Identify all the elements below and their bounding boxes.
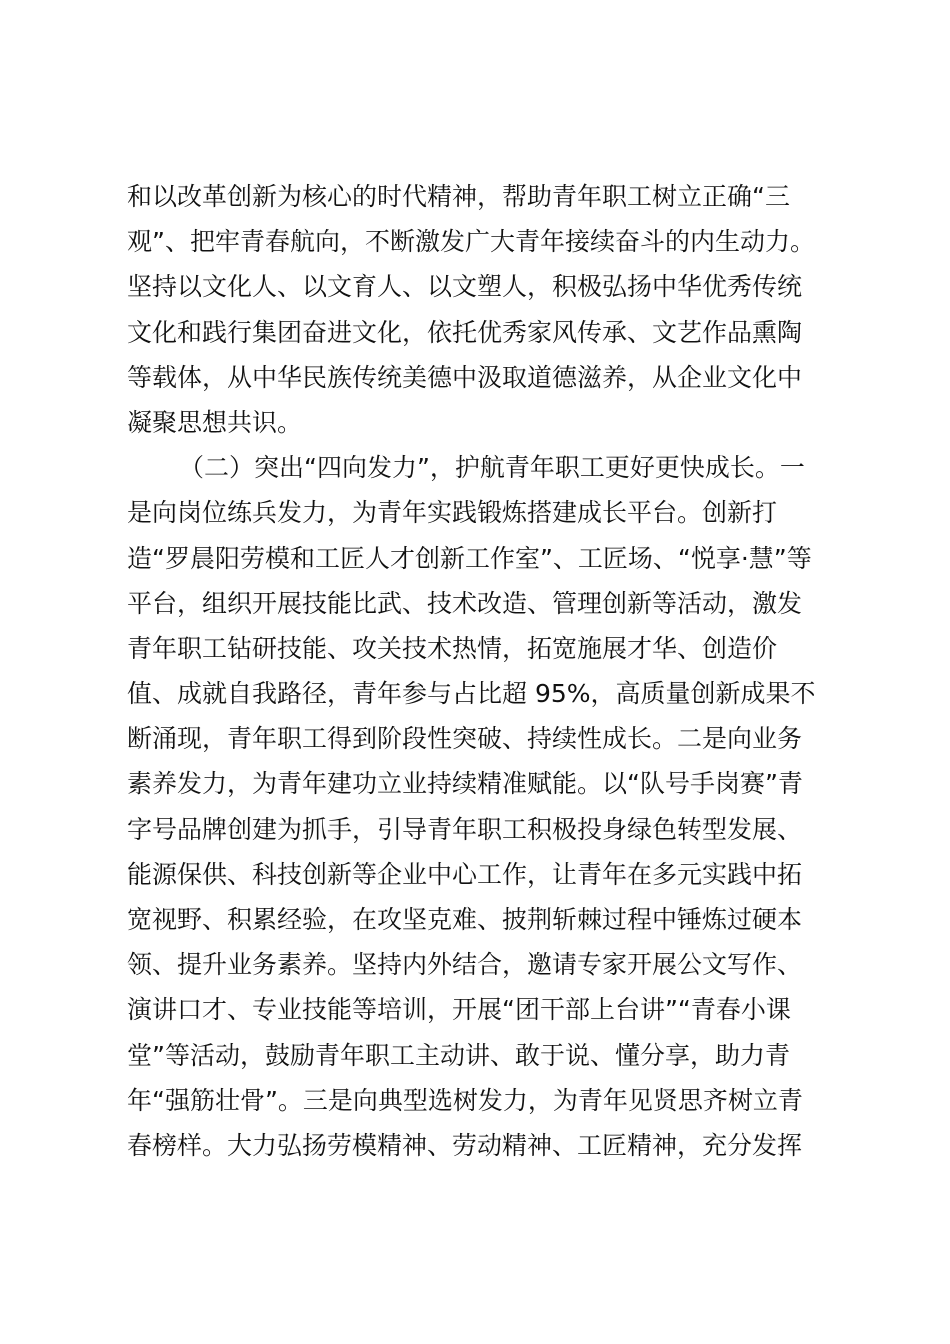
text-line: 年“强筋壮骨”。三是向典型选树发力，为青年见贤思齐树立青: [127, 1085, 803, 1115]
text-line: 观”、把牢青春航向，不断激发广大青年接续奋斗的内生动力。: [127, 227, 815, 257]
text-line: 凝聚思想共识。: [127, 407, 303, 437]
text-line: 青年职工钻研技能、攻关技术热情，拓宽施展才华、创造价: [127, 633, 778, 663]
body-text: [127, 174, 827, 1168]
text-line: 能源保供、科技创新等企业中心工作，让青年在多元实践中拓: [127, 859, 803, 889]
text-line: 素养发力，为青年建功立业持续精准赋能。以“队号手岗赛”青: [127, 769, 803, 799]
text-line: 是向岗位练兵发力，为青年实践锻炼搭建成长平台。创新打: [127, 498, 778, 528]
text-line: 平台，组织开展技能比武、技术改造、管理创新等活动，激发: [127, 588, 803, 618]
section-heading-line: （二）突出“四向发力”，护航青年职工更好更快成长。一: [179, 453, 805, 483]
text-line: 断涌现，青年职工得到阶段性突破、持续性成长。二是向业务: [127, 724, 803, 754]
text-line: 文化和践行集团奋进文化，依托优秀家风传承、文艺作品熏陶: [127, 317, 803, 347]
text-line: 春榜样。大力弘扬劳模精神、劳动精神、工匠精神，充分发挥: [127, 1130, 803, 1160]
text-line: 和以改革创新为核心的时代精神，帮助青年职工树立正确“三: [127, 182, 790, 211]
text-line: 值、成就自我路径，青年参与占比超 95%，高质量创新成果不: [127, 679, 816, 709]
text-line: 堂”等活动，鼓励青年职工主动讲、敢于说、懂分享，助力青: [127, 1040, 790, 1070]
text-line: 演讲口才、专业技能等培训，开展“团干部上台讲”“青春小课: [127, 995, 791, 1025]
text-line: 坚持以文化人、以文育人、以文塑人，积极弘扬中华优秀传统: [127, 272, 803, 302]
text-line: 等载体，从中华民族传统美德中汲取道德滋养，从企业文化中: [127, 362, 803, 392]
text-line: 宽视野、积累经验，在攻坚克难、披荆斩棘过程中锤炼过硬本: [127, 905, 803, 934]
text-line: 造“罗晨阳劳模和工匠人才创新工作室”、工匠场、“悦享·慧”等: [127, 543, 812, 573]
text-line: 字号品牌创建为抓手，引导青年职工积极投身绿色转型发展、: [127, 814, 803, 844]
text-line: 领、提升业务素养。坚持内外结合，邀请专家开展公文写作、: [127, 950, 803, 980]
